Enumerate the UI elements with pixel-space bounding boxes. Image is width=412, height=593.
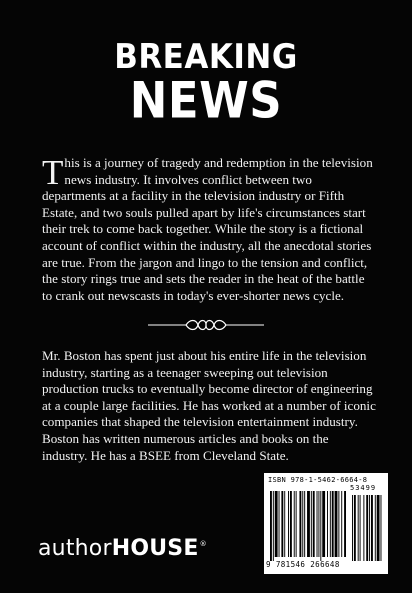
barcode-bar xyxy=(317,491,318,557)
barcode-addon-bar xyxy=(371,495,373,561)
barcode-bar xyxy=(275,491,278,557)
barcode-graphic xyxy=(268,485,384,561)
barcode-digits: 9 781546 266648 xyxy=(266,560,340,569)
publisher-logo-author: author xyxy=(38,536,112,561)
barcode-addon-bar xyxy=(352,495,353,561)
barcode-bar xyxy=(344,491,346,557)
barcode-addon-bar xyxy=(358,495,359,561)
barcode-bar xyxy=(338,491,339,557)
barcode-bar xyxy=(284,491,285,557)
barcode-addon-bar xyxy=(381,495,382,561)
publisher-logo xyxy=(38,536,207,561)
barcode-bar xyxy=(302,491,303,557)
book-title-line-1: BREAKING xyxy=(114,37,298,77)
barcode-addon-bar xyxy=(360,495,361,561)
barcode-bar xyxy=(313,491,315,557)
barcode-addon-bar xyxy=(354,495,356,561)
barcode-bar xyxy=(288,491,289,557)
barcode-addon-bar xyxy=(363,495,364,561)
barcode-bar xyxy=(299,491,301,557)
book-description-text: his is a journey of tragedy and redemption in the television news industry. It involves conflict between two departments at a facility in the television industry or Fifth Estate, and two souls pulled apart by life's circumstances start their trek to come back together. While the story is a fictional account of conflict within the industry, all the anecdotal stories are true. From the jargon and lingo to the tension and conflict, the story rings true and sets the reader in the heat of the battle to crank out newscasts in today's ever-shorter news cycle. xyxy=(42,155,373,303)
price-code: 53499 xyxy=(350,484,377,492)
barcode-bar xyxy=(332,491,334,557)
barcode-bar xyxy=(296,491,297,557)
barcode-bar xyxy=(327,491,328,557)
isbn-barcode-panel xyxy=(264,473,388,574)
barcode-bar xyxy=(281,491,283,557)
drop-cap-letter: T xyxy=(42,153,64,192)
publisher-logo-house: HOUSE xyxy=(111,536,199,561)
barcode-bar xyxy=(270,491,272,561)
barcode-bar xyxy=(322,491,325,557)
barcode-bar xyxy=(311,491,312,557)
barcode-bar xyxy=(290,491,292,557)
barcode-bar xyxy=(320,491,321,561)
barcode-bar xyxy=(307,491,310,557)
barcode-bar xyxy=(304,491,305,557)
barcode-bar xyxy=(294,491,295,557)
isbn-number: ISBN 978-1-5462-6664-8 xyxy=(268,476,368,484)
barcode-addon-bar xyxy=(369,495,370,561)
author-biography: Mr. Boston has spent just about his entire life in the television industry, starting as a teenager sweeping out television production trucks to eventually become director of engineering at a couple large facilities. He has worked at a number of iconic companies that shaped the television entertainment industry. Boston has written numerous articles and books on the industry. He has a BSEE from Cleveland State. xyxy=(42,348,376,463)
barcode-bar xyxy=(330,491,331,557)
barcode-addon-bar xyxy=(366,495,368,561)
barcode-bar xyxy=(273,491,274,561)
barcode-addon-bar xyxy=(375,495,376,561)
barcode-bar xyxy=(318,491,319,557)
book-title-line-2: NEWS xyxy=(129,71,283,130)
barcode-addon-bar xyxy=(377,495,380,561)
decorative-flourish-icon xyxy=(146,318,266,332)
barcode-bar xyxy=(335,491,338,557)
barcode-bar xyxy=(279,491,280,557)
registered-mark: ® xyxy=(199,540,207,548)
book-description xyxy=(42,155,376,304)
barcode-bar xyxy=(341,491,342,557)
